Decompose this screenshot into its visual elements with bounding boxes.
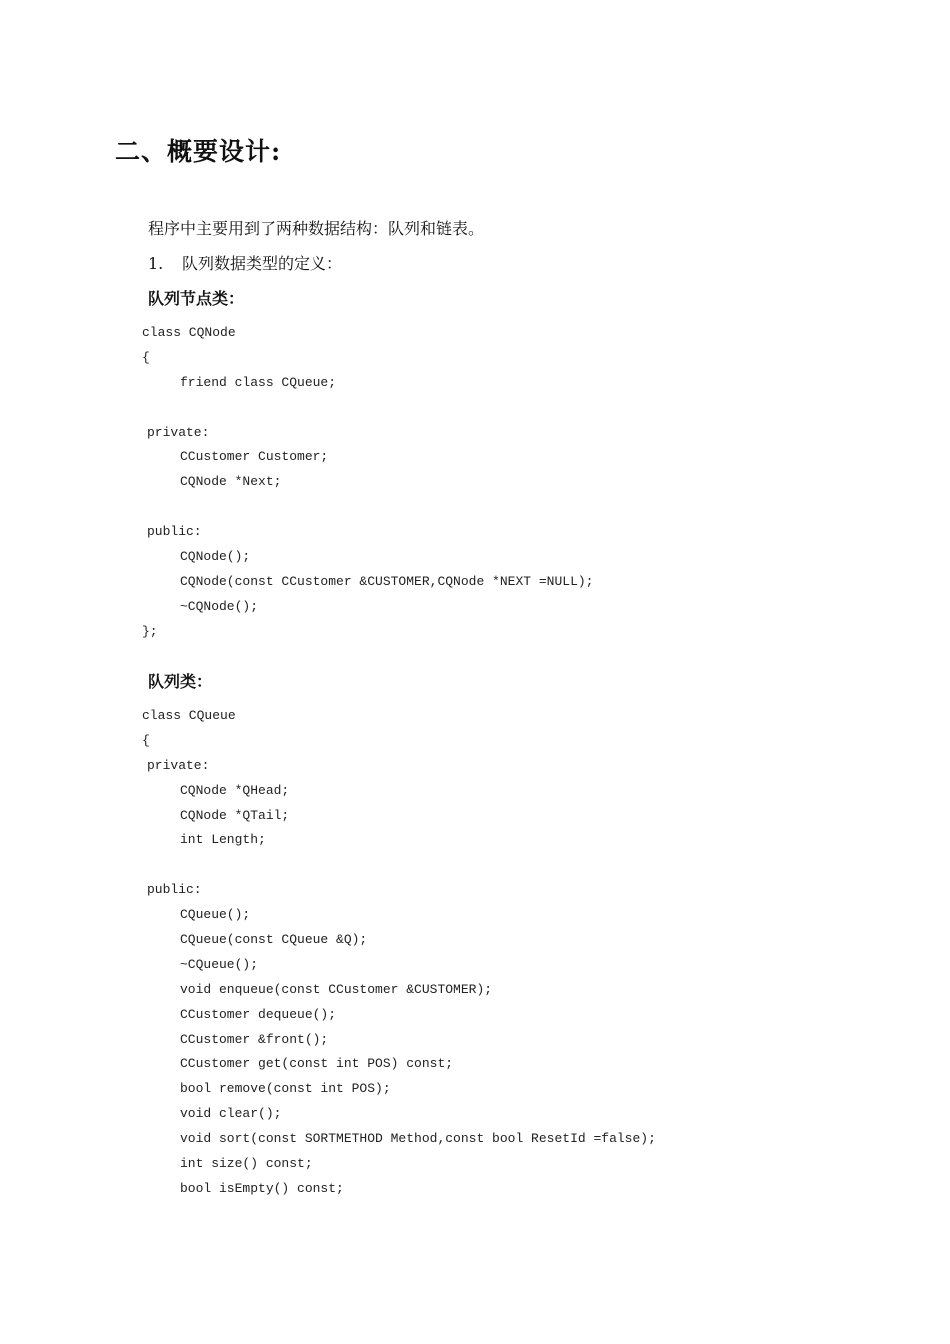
code-line: [142, 853, 656, 878]
code-line: public:: [147, 524, 202, 540]
code-line: friend class CQueue;: [180, 374, 337, 390]
code-line: CCustomer &front();: [180, 1031, 329, 1047]
node-class-code: [142, 321, 593, 645]
code-line: {: [142, 349, 150, 365]
code-line: CCustomer Customer;: [180, 449, 329, 465]
code-line: CQueue();: [180, 907, 251, 923]
list-item-number: 1.: [148, 254, 164, 273]
code-line: void sort(const SORTMETHOD Method,const bool ResetId =false);: [180, 1131, 656, 1147]
list-item-1: [148, 252, 342, 276]
node-class-heading: 队列节点类：: [148, 289, 245, 308]
code-line: {: [142, 732, 150, 748]
code-line: CQNode *Next;: [180, 474, 282, 490]
code-line: CQNode();: [180, 549, 251, 565]
queue-class-heading: 队列类：: [148, 672, 213, 691]
section-title: 二、概要设计:: [115, 137, 282, 166]
code-line: ~CQNode();: [180, 598, 259, 614]
code-line: bool isEmpty() const;: [180, 1180, 344, 1196]
code-line: CCustomer dequeue();: [180, 1006, 337, 1022]
code-line: bool remove(const int POS);: [180, 1081, 391, 1097]
intro-paragraph: 程序中主要用到了两种数据结构：队列和链表。: [148, 219, 485, 238]
code-line: void clear();: [180, 1106, 282, 1122]
code-line: int Length;: [180, 832, 266, 848]
queue-class-code: [142, 704, 656, 1202]
code-line: ~CQueue();: [180, 956, 259, 972]
code-line: class CQNode: [142, 325, 236, 340]
code-line: CQNode *QHead;: [180, 782, 290, 798]
code-line: [142, 396, 593, 421]
code-line: class CQueue: [142, 708, 236, 723]
code-line: void enqueue(const CCustomer &CUSTOMER);: [180, 981, 493, 997]
code-line: public:: [147, 882, 202, 898]
code-line: [142, 495, 593, 520]
code-line: CQNode *QTail;: [180, 807, 290, 823]
code-line: };: [142, 623, 158, 639]
code-line: CCustomer get(const int POS) const;: [180, 1056, 454, 1072]
code-line: private:: [147, 424, 210, 440]
code-line: CQueue(const CQueue &Q);: [180, 932, 368, 948]
code-line: CQNode(const CCustomer &CUSTOMER,CQNode *NEXT =NULL);: [180, 573, 594, 589]
code-line: int size() const;: [180, 1156, 313, 1172]
list-item-text: 队列数据类型的定义：: [182, 254, 343, 273]
code-line: private:: [147, 757, 210, 773]
